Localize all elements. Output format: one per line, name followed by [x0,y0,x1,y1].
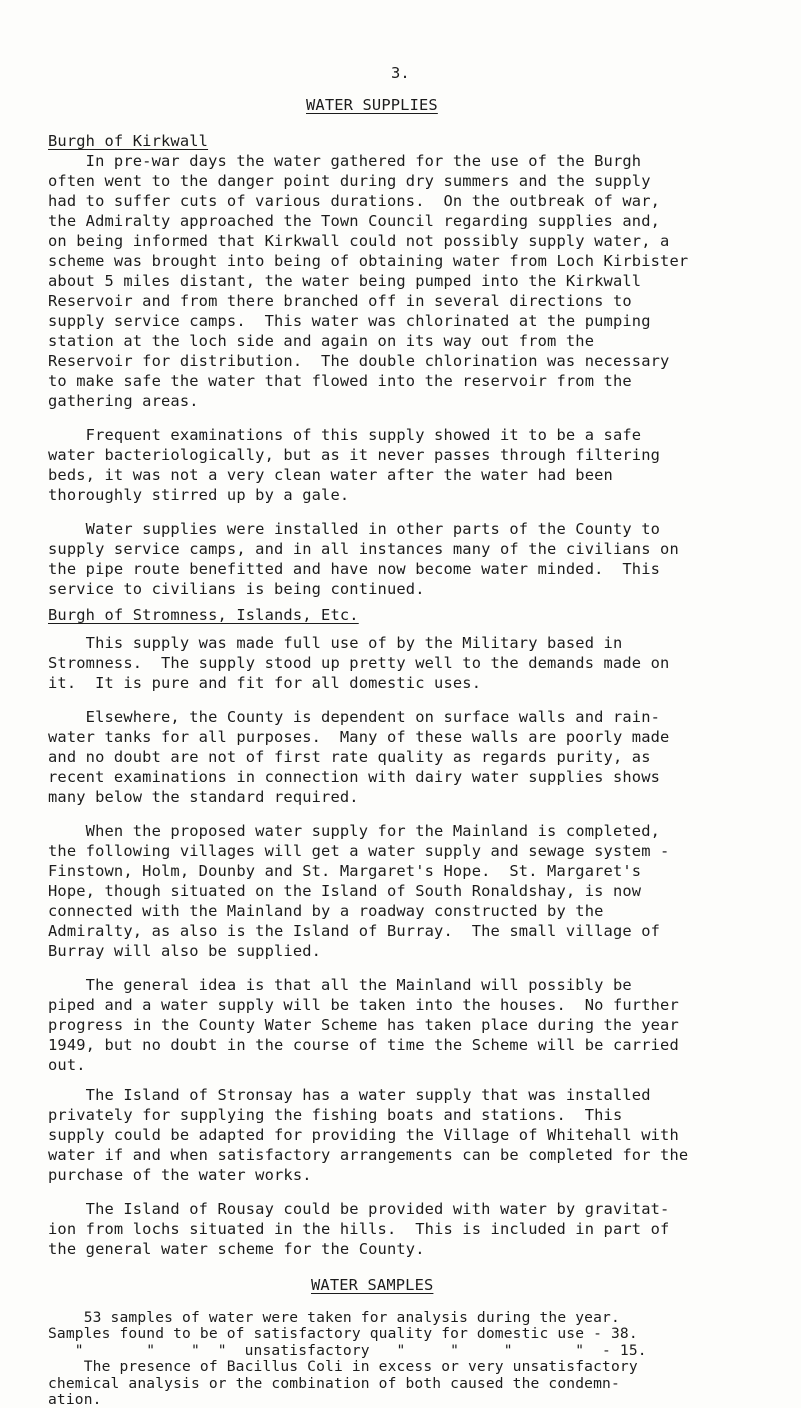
text-line: This supply was made full use of by the Military based in [48,634,623,652]
text-line: recent examinations in connection with dairy water supplies shows [48,768,661,786]
heading-burgh-of-kirkwall: Burgh of Kirkwall [48,132,209,150]
text-line: progress in the County Water Scheme has taken place during the year [48,1016,679,1034]
text-line: supply service camps. This water was chlorinated at the pumping [48,312,651,330]
text-line: the following villages will get a water supply and sewage system - [48,842,670,860]
text-line: it. It is pure and fit for all domestic uses. [48,674,482,692]
text-line: piped and a water supply will be taken into the houses. No further [48,996,679,1014]
text-line: privately for supplying the fishing boats and stations. This [48,1106,623,1124]
text-line: Water supplies were installed in other parts of the County to [48,520,661,538]
text-line: The presence of Bacillus Coli in excess or very unsatisfactory [48,1358,638,1375]
text-line: ation. [48,1391,102,1408]
text-line: Admiralty, as also is the Island of Burray. The small village of [48,922,661,940]
text-line: supply service camps, and in all instances many of the civilians on [48,540,679,558]
text-line: beds, it was not a very clean water after the water had been [48,466,613,484]
text-line: Elsewhere, the County is dependent on surface walls and rain- [48,708,661,726]
text-line: out. [48,1056,86,1074]
text-line: to make safe the water that flowed into the reservoir from the [48,372,632,390]
text-line: thoroughly stirred up by a gale. [48,486,350,504]
text-line: 1949, but no doubt in the course of time the Scheme will be carried [48,1036,679,1054]
text-line: gathering areas. [48,392,199,410]
text-line: about 5 miles distant, the water being pumped into the Kirkwall [48,272,642,290]
text-line: chemical analysis or the combination of both caused the condemn- [48,1375,620,1392]
text-line: water tanks for all purposes. Many of these walls are poorly made [48,728,670,746]
text-line: When the proposed water supply for the Mainland is completed, [48,822,661,840]
text-line: Hope, though situated on the Island of South Ronaldshay, is now [48,882,642,900]
text-line: Reservoir for distribution. The double chlorination was necessary [48,352,670,370]
text-line: water bacteriologically, but as it never passes through filtering [48,446,661,464]
text-line: supply could be adapted for providing the Village of Whitehall with [48,1126,679,1144]
text-line: had to suffer cuts of various durations. On the outbreak of war, [48,192,661,210]
text-line: The Island of Stronsay has a water supply that was installed [48,1086,651,1104]
text-line: service to civilians is being continued. [48,580,425,598]
text-line: Samples found to be of satisfactory quality for domestic use - 38. [48,1325,638,1342]
page-number: 3. [391,64,410,82]
text-line: on being informed that Kirkwall could not possibly supply water, a [48,232,670,250]
title-water-samples: WATER SAMPLES [311,1276,434,1294]
text-line: and no doubt are not of first rate quality as regards purity, as [48,748,651,766]
text-line: In pre-war days the water gathered for the use of the Burgh [48,152,642,170]
text-line: scheme was brought into being of obtaining water from Loch Kirbister [48,252,689,270]
text-line: The general idea is that all the Mainland will possibly be [48,976,632,994]
text-line: Frequent examinations of this supply showed it to be a safe [48,426,642,444]
text-line: the pipe route benefitted and have now become water minded. This [48,560,661,578]
heading-burgh-of-stromness: Burgh of Stromness, Islands, Etc. [48,606,359,624]
text-line: the Admiralty approached the Town Council regarding supplies and, [48,212,661,230]
text-line: purchase of the water works. [48,1166,312,1184]
text-line: ion from lochs situated in the hills. This is included in part of [48,1220,670,1238]
text-line: Stromness. The supply stood up pretty well to the demands made on [48,654,670,672]
title-water-supplies: WATER SUPPLIES [306,96,438,114]
text-line: " " " " unsatisfactory " " " " - 15. [48,1342,647,1359]
text-line: often went to the danger point during dry summers and the supply [48,172,651,190]
text-line: the general water scheme for the County. [48,1240,425,1258]
text-line: station at the loch side and again on its way out from the [48,332,595,350]
text-line: Burray will also be supplied. [48,942,322,960]
text-line: The Island of Rousay could be provided with water by gravitat- [48,1200,670,1218]
text-line: Finstown, Holm, Dounby and St. Margaret's Hope. St. Margaret's [48,862,642,880]
text-line: 53 samples of water were taken for analysis during the year. [48,1309,620,1326]
text-line: connected with the Mainland by a roadway constructed by the [48,902,604,920]
text-line: many below the standard required. [48,788,359,806]
text-line: water if and when satisfactory arrangements can be completed for the [48,1146,689,1164]
text-line: Reservoir and from there branched off in several directions to [48,292,632,310]
